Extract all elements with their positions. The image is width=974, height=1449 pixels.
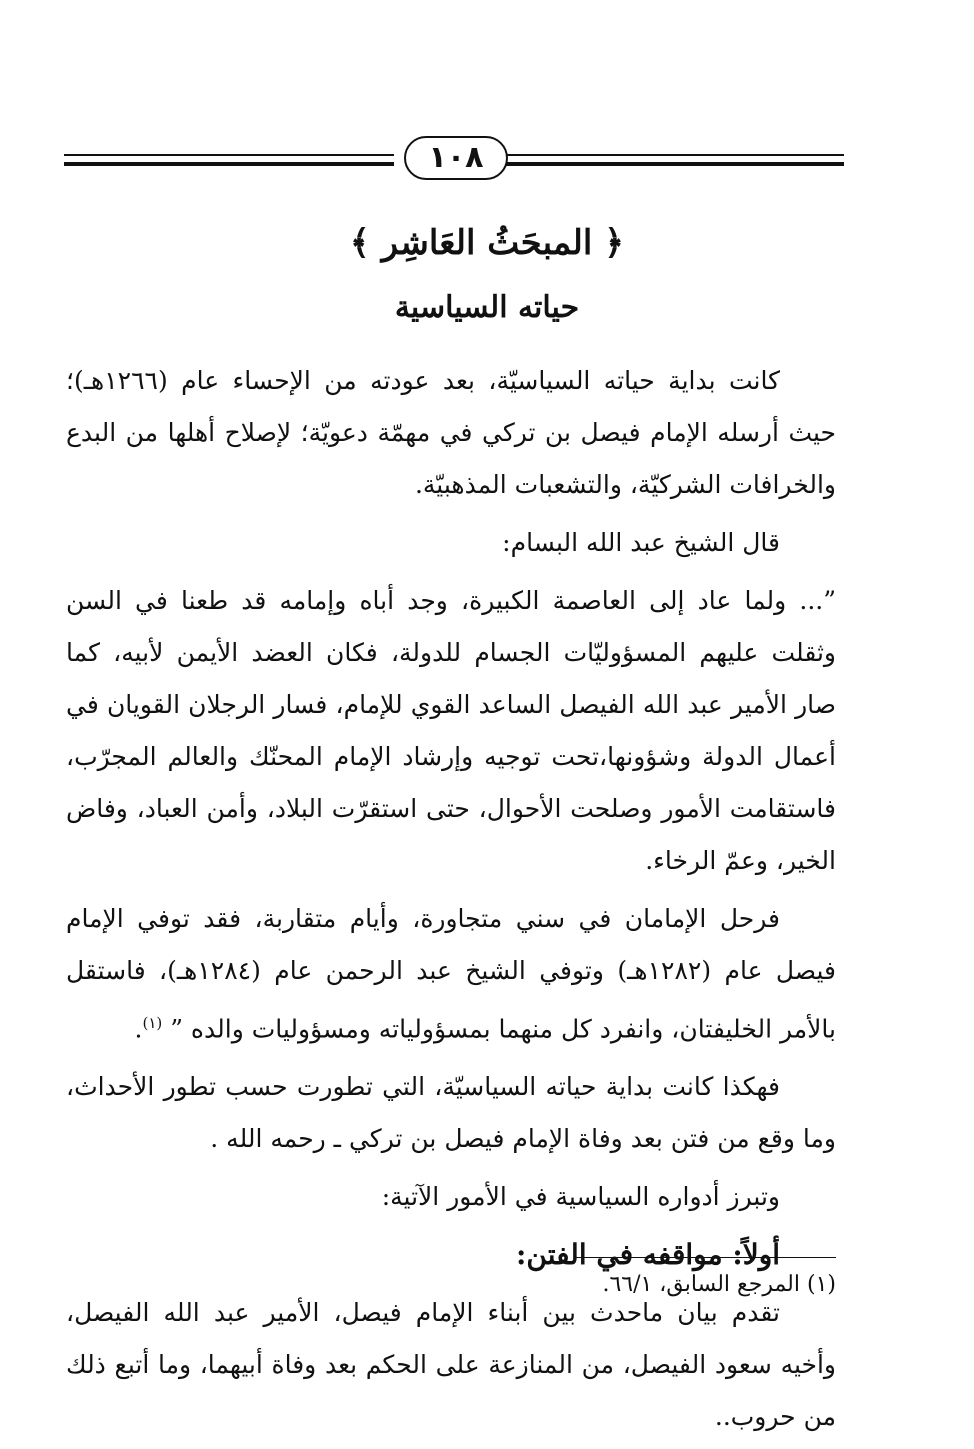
paragraph-2: قال الشيخ عبد الله البسام:: [502, 528, 780, 557]
paragraph-3-quote: ”... ولما عاد إلى العاصمة الكبيرة، وجد أباه وإمامه قد طعنا في السن وثقلت عليهم المسؤوليّات الجسام للدولة، فكان العضد الأيمن لأبيه، كما صار الأمير عبد الله الفيصل الساعد القوي للإمام، فسار الرجلان القويان في أعمال الدولة وشؤونها،تحت توجيه وإرشاد الإمام المحنّك والعالم المجرّب، فاستقامت الأمور وصلحت الأحوال، حتى استقرّت البلاد، وأمن العباد، وفاض الخير، وعمّ الرخاء.: [66, 586, 836, 875]
page-number: ١٠٨: [404, 136, 508, 180]
subheading: أولاً: مواقفه في الفتن:: [516, 1238, 780, 1272]
paragraph-1: كانت بداية حياته السياسيّة، بعد عودته من الإحساء عام (١٢٦٦هـ)؛ حيث أرسله الإمام فيصل بن تركي في مهمّة دعويّة؛ لإصلاح أهلها من البدع والخرافات الشركيّة، والتشعبات المذهبيّة.: [66, 366, 836, 499]
paragraph-4-text: فرحل الإمامان في سني متجاورة، وأيام متقاربة، فقد توفي الإمام فيصل عام (١٢٨٢هـ) وتوفي الشيخ عبد الرحمن عام (١٢٨٤هـ)، فاستقل بالأمر الخليفتان، وانفرد كل منهما بمسؤولياته ومسؤوليات والده ”: [66, 904, 836, 1044]
paragraph-4-quote-end: فرحل الإمامان في سني متجاورة، وأيام متقاربة، فقد توفي الإمام فيصل عام (١٢٨٢هـ) وتوفي الشيخ عبد الرحمن عام (١٢٨٤هـ)، فاستقل بالأمر الخليفتان، وانفرد كل منهما بمسؤولياته ومسؤوليات والده ” $^{(١)}$.: [66, 904, 836, 1044]
section-title: حياته السياسية: [394, 290, 580, 325]
chapter-title: ﴿ المبحَثُ العَاشِر ﴾: [349, 223, 625, 263]
header-rule-left: [64, 154, 394, 166]
paragraph-6: وتبرز أدواره السياسية في الأمور الآتية:: [381, 1182, 780, 1212]
footnote-separator: [576, 1257, 836, 1258]
footnote: (١) المرجع السابق، ٦٦/١.: [602, 1272, 836, 1297]
paragraph-5: فهكذا كانت بداية حياته السياسيّة، التي تطورت حسب تطور الأحداث، وما وقع من فتن بعد وفاة الإمام فيصل بن تركي ـ رحمه الله .: [66, 1072, 836, 1154]
footnote-reference: (١): [142, 1014, 163, 1032]
page-header: [64, 132, 844, 176]
paragraph-7: تقدم بيان ماحدث بين أبناء الإمام فيصل، الأمير عبد الله الفيصل، وأخيه سعود الفيصل، من المنازعة على الحكم بعد وفاة أبيهما، وما أتبع ذلك من حروب..: [66, 1298, 836, 1432]
header-rule-right: [504, 154, 844, 166]
